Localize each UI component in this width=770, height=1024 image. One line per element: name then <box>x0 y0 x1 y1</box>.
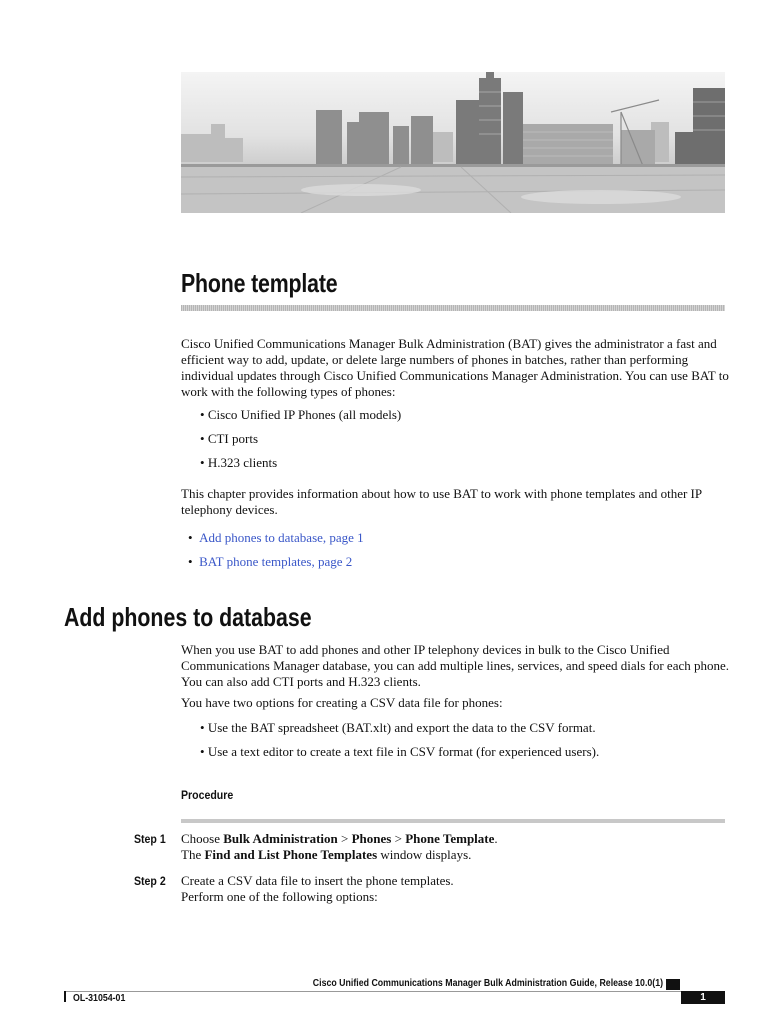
phone-type-item: • CTI ports <box>200 431 259 446</box>
footer-doc-number: OL-31054-01 <box>73 993 126 1004</box>
menu-phone-template: Phone Template <box>405 831 495 846</box>
footer-rule <box>64 991 725 992</box>
step-2-line-2: Perform one of the following options: <box>181 889 378 904</box>
procedure-rule <box>181 819 725 823</box>
section-intro: When you use BAT to add phones and other IP telephony devices in bulk to the Cisco Unified Communications Manager database, you can add multiple lines, services, and speed dials for each phone. You can also add CTI ports and H.323 clients. <box>181 642 729 689</box>
section-title: Add phones to database <box>64 602 312 632</box>
options-intro: You have two options for creating a CSV data file for phones: <box>181 695 503 710</box>
chapter-intro: Cisco Unified Communications Manager Bulk Administration (BAT) gives the administrator a fast and efficient way to add, update, or delete large numbers of phones in batches, rather than performing individual updates through Cisco Unified Communications Manager Administration. You can use BAT to work with the following types of phones: <box>181 336 729 399</box>
chapter-title: Phone template <box>181 268 338 298</box>
option-item: • Use the BAT spreadsheet (BAT.xlt) and export the data to the CSV format. <box>200 720 596 735</box>
menu-phones: Phones <box>351 831 392 846</box>
toc-link-add-phones[interactable]: Add phones to database, page 1 <box>199 530 364 545</box>
procedure-heading: Procedure <box>181 788 234 802</box>
step-1-line-1: Choose Bulk Administration > Phones > Phone Template. <box>181 831 498 846</box>
step-1-line-2: The Find and List Phone Templates window displays. <box>181 847 472 862</box>
toc-link-item: • Add phones to database, page 1 <box>188 530 364 545</box>
title-rule <box>181 305 725 311</box>
chapter-info: This chapter provides information about how to use BAT to work with phone templates and other IP telephony devices. <box>181 486 702 517</box>
window-name: Find and List Phone Templates <box>204 847 378 862</box>
phone-type-item: • H.323 clients <box>200 455 278 470</box>
option-item: • Use a text editor to create a text file in CSV format (for experienced users). <box>200 744 600 759</box>
menu-bulk-administration: Bulk Administration <box>223 831 338 846</box>
toc-link-item: • BAT phone templates, page 2 <box>188 554 353 569</box>
footer-square <box>666 979 680 990</box>
phone-type-item: • Cisco Unified IP Phones (all models) <box>200 407 402 422</box>
hero-cityscape-image <box>181 72 725 213</box>
footer-bar <box>64 991 66 1002</box>
footer-guide-title: Cisco Unified Communications Manager Bulk Administration Guide, Release 10.0(1) <box>312 978 663 989</box>
toc-link-bat-templates[interactable]: BAT phone templates, page 2 <box>199 554 353 569</box>
step-2-line-1: Create a CSV data file to insert the phone templates. <box>181 873 454 888</box>
page-number: 1 <box>681 991 725 1004</box>
step-label: Step 1 <box>134 832 166 846</box>
step-label: Step 2 <box>134 874 166 888</box>
